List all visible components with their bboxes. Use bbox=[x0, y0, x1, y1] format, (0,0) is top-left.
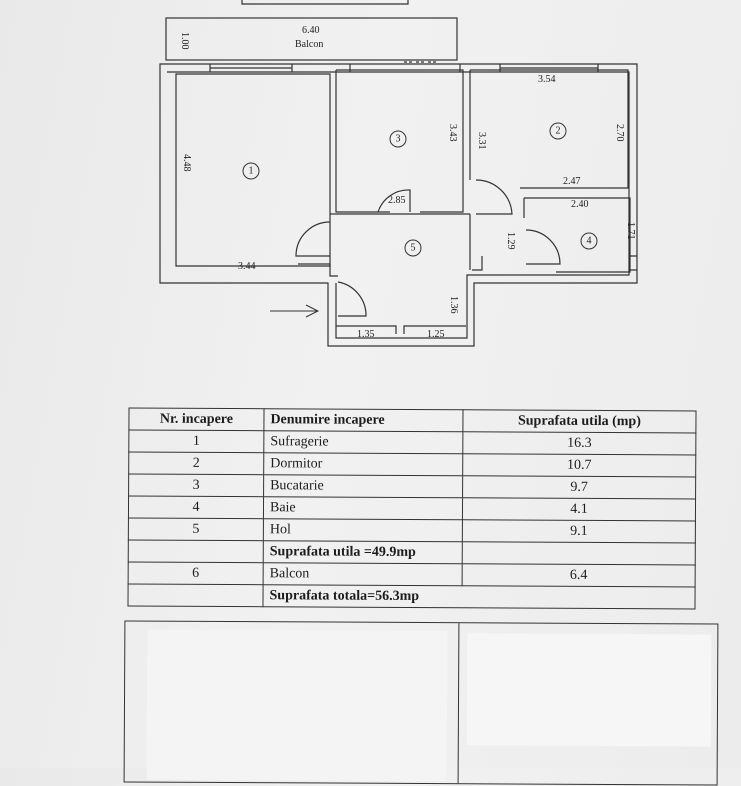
table-row bbox=[129, 452, 696, 477]
cell-room-name: Balcon bbox=[263, 563, 462, 586]
top-edge-fragment bbox=[242, 0, 408, 4]
signature-divider bbox=[458, 623, 460, 783]
dim-balcony-length: 6.40 bbox=[302, 25, 320, 36]
area-table bbox=[127, 408, 696, 610]
cell-room-name: Sufragerie bbox=[264, 431, 463, 454]
cell-room-area: 16.3 bbox=[463, 432, 696, 455]
cell-room-name: Hol bbox=[263, 519, 462, 542]
dim-room-2-height: 2.70 bbox=[614, 124, 625, 142]
dim-hall-width: 2.85 bbox=[388, 195, 406, 206]
room-number-3: 3 bbox=[395, 133, 401, 145]
cell-room-number: 4 bbox=[128, 496, 263, 519]
dim-balcony-depth: 1.00 bbox=[179, 32, 190, 50]
cell-room-number: 3 bbox=[129, 474, 264, 497]
room-number-4: 4 bbox=[586, 235, 592, 247]
table-header-row bbox=[129, 408, 696, 433]
window-room-2 bbox=[500, 64, 598, 72]
total-label: Suprafata totala=56.3mp bbox=[263, 585, 695, 609]
cell-room-area: 6.4 bbox=[462, 564, 695, 587]
window-room-1 bbox=[210, 64, 292, 72]
subtotal-row bbox=[128, 540, 695, 565]
dim-entrance-left: 1.35 bbox=[357, 329, 375, 340]
cell-room-name: Bucatarie bbox=[264, 475, 463, 498]
door-room-4 bbox=[526, 230, 560, 264]
cell-room-name: Dormitor bbox=[264, 453, 463, 476]
room-number-5: 5 bbox=[410, 242, 416, 254]
hall-walls bbox=[330, 214, 482, 270]
dim-room-2-width: 3.54 bbox=[538, 74, 556, 85]
window-room-3 bbox=[350, 64, 460, 72]
cell-room-number: 6 bbox=[128, 562, 263, 585]
table-row bbox=[129, 430, 696, 455]
redacted-area-left bbox=[147, 630, 448, 782]
cell-room-name: Baie bbox=[263, 497, 462, 520]
door-room-2 bbox=[476, 180, 512, 214]
cell-room-number: 5 bbox=[128, 518, 263, 541]
dim-room-1-width: 3.44 bbox=[238, 261, 256, 272]
cell-room-area: 4.1 bbox=[462, 498, 695, 521]
header-room-number: Nr. incapere bbox=[129, 408, 264, 431]
header-usable-area: Suprafata utila (mp) bbox=[463, 410, 696, 433]
cell-room-area: 10.7 bbox=[463, 454, 696, 477]
dim-room-2-left: 3.31 bbox=[476, 132, 487, 150]
dim-hall-right: 1.29 bbox=[505, 232, 516, 250]
dim-room-1-height: 4.48 bbox=[181, 154, 192, 172]
dim-room-4-width: 2.40 bbox=[571, 199, 589, 210]
dim-room-2-bottom: 2.47 bbox=[563, 176, 581, 187]
balcony-label: Balcon bbox=[295, 39, 324, 50]
room-2-walls bbox=[470, 70, 628, 188]
subtotal-label: Suprafata utila =49.9mp bbox=[263, 541, 462, 564]
door-entrance bbox=[338, 282, 366, 316]
room-number-1: 1 bbox=[248, 165, 254, 177]
table-row bbox=[128, 518, 695, 543]
signature-box bbox=[124, 620, 719, 785]
cell-room-number: 1 bbox=[129, 430, 264, 453]
balcony-row bbox=[128, 562, 695, 587]
dim-entrance-depth: 1.36 bbox=[448, 296, 459, 314]
door-room-1 bbox=[296, 222, 330, 256]
entrance-arrow-icon bbox=[270, 305, 318, 317]
redacted-area-right bbox=[467, 633, 712, 746]
table-row bbox=[129, 474, 696, 499]
header-room-name: Denumire incapere bbox=[264, 409, 463, 432]
table-row bbox=[128, 496, 695, 521]
cell-room-area: 9.1 bbox=[462, 520, 695, 543]
room-number-2: 2 bbox=[555, 125, 561, 137]
total-row bbox=[128, 584, 695, 609]
entrance-niche bbox=[336, 326, 466, 334]
dim-entrance-right: 1.25 bbox=[427, 329, 445, 340]
dim-room-4-height: 1.71 bbox=[625, 222, 636, 240]
cell-room-area: 9.7 bbox=[463, 476, 696, 499]
dim-room-3-height: 3.43 bbox=[447, 124, 458, 142]
cell-room-number: 2 bbox=[129, 452, 264, 475]
